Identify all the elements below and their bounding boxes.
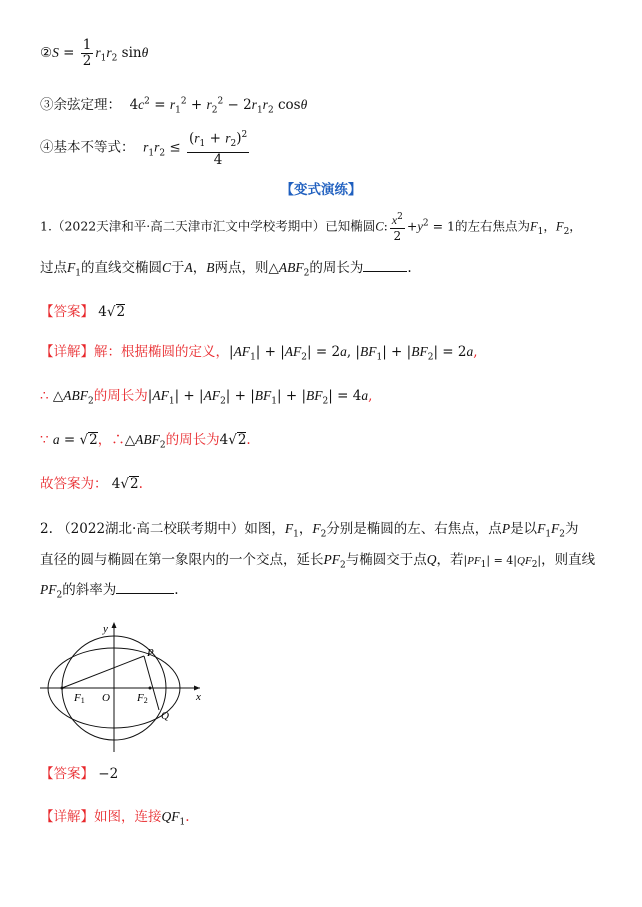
q2-stem-line2: 直径的圆与椭圆在第一象限内的一个交点，延长$PF_2$与椭圆交于点Q，若$|PF_1| = 4|QF_2|$，则直线 [40,552,596,571]
q2-detail-label: 【详解】 [40,809,94,825]
q2-detail: 【详解】如图，连接$QF_1$. [40,809,190,828]
q2-stem-line1: 2. （2022湖北·高二校联考期中）如图，$F_1$，$F_2$分别是椭圆的左、右焦点，点P是以$F_1F_2$为 [40,521,579,540]
label-o: O [102,692,110,704]
q2-answer-blank [116,581,174,594]
x-axis-arrow [194,686,200,691]
section-title-text: 【变式演练】 [280,182,362,198]
label-y: y [103,623,108,635]
formula-am-gm: ④基本不等式： $r_1r_2$ ≤ $\frac{(r_1 + r_2)^2}{4}$ [40,130,248,169]
label-q: Q [161,710,169,722]
q2-line1: （2022湖北·高二校联考期中）如图， [57,521,285,537]
label-f1: F1 [74,692,85,705]
q2-detail-text: 如图，连接 [94,809,162,825]
q1-source: （2022天津和平·高二天津市汇文中学校考期中）已知椭圆 [51,218,376,234]
q2-answer-value: −2 [98,766,119,782]
q2-line3: 的斜率为 [62,582,117,598]
line-pf1 [62,656,144,688]
q1-stem-line2: 过点$F_1$的直线交椭圆C于A，B两点，则$\triangle ABF_2$的周长为 . [40,260,412,279]
formula-cosine-law: ③余弦定理： $4c^2 = r_1^2 + r_2^2 - 2r_1r_2$ cosθ [40,96,308,116]
q1-number: 1. [40,218,52,234]
q1-answer-label: 【答案】 [40,304,94,320]
point-f1 [61,687,64,690]
q2-line2b: 与椭圆交于点 [345,552,427,568]
q2-line1c: 是以 [510,521,538,537]
q1-stem-c: 的直线交椭圆 [80,260,162,276]
q1-stem-e: 两点，则 [214,260,269,276]
q2-stem-line3: $PF_2$的斜率为 . [40,582,179,601]
q1-detail-text: 解：根据椭圆的定义， [94,344,229,360]
formula-area: ②S = $\frac{1}{2}$ $r_1r_2$ sinθ [40,37,149,69]
formula-2-prefix: ② [40,45,53,61]
q1-stem-line1: 1.（2022天津和平·高二天津市汇文中学校考期中）已知椭圆C: $\frac{x^2}{2}$ $+y^2 = 1$的左右焦点为$F_1$，$F_2$， [40,212,582,243]
q2-line2d: ，则直线 [541,552,596,568]
q2-answer [40,762,612,782]
q1-stem-d: 于 [171,260,185,276]
formula-4-prefix: ④基本不等式： [40,139,135,156]
label-p: P [147,647,154,659]
q1-stem-f: 的周长为 [309,260,364,276]
q1-final: 故答案为： 4√2. [40,476,143,492]
q1-therefore-text: 的周长为 [93,388,148,404]
q2-number: 2. [40,521,53,537]
q2-line2: 直径的圆与椭圆在第一象限内的一个交点，延长 [40,552,324,568]
q1-stem-a: 的左右焦点为 [455,218,531,234]
label-f2: F2 [137,692,148,705]
q1-stem-b: 过点 [40,260,67,276]
y-axis-arrow [112,622,117,628]
q1-detail-line3: ∵ a = √2，$\therefore\triangle ABF_2$的周长为4√2. [40,432,251,451]
ellipse-circle-figure [40,620,210,755]
q1-detail-line2: ∴ $\triangle ABF_2$的周长为$|AF_1| + |AF_2| + |BF_1| + |BF_2| = 4a$, [40,388,373,407]
q2-line1b: 分别是椭圆的左、右焦点，点 [326,521,502,537]
label-x: x [196,691,201,703]
q2-answer-label: 【答案】 [40,766,94,782]
point-f2 [149,687,152,690]
q1-detail-label: 【详解】 [40,344,94,360]
q1-perimeter-text: 的周长为 [165,432,220,448]
q2-line1d: 为 [565,521,579,537]
q1-answer: 【答案】 4√2 [40,304,126,320]
q1-detail-line1: 【详解】解：根据椭圆的定义，$|AF_1| + |AF_2| = 2a$, $|BF_1| + |BF_2| = 2a$, [40,344,478,363]
formula-3-prefix: ③余弦定理： [40,97,121,113]
q1-because-text: ，∴ [97,432,125,448]
section-title [0,178,642,198]
q1-answer-blank [363,259,407,272]
q2-line2c: ，若 [436,552,464,568]
q1-final-label: 故答案为： [40,476,108,492]
